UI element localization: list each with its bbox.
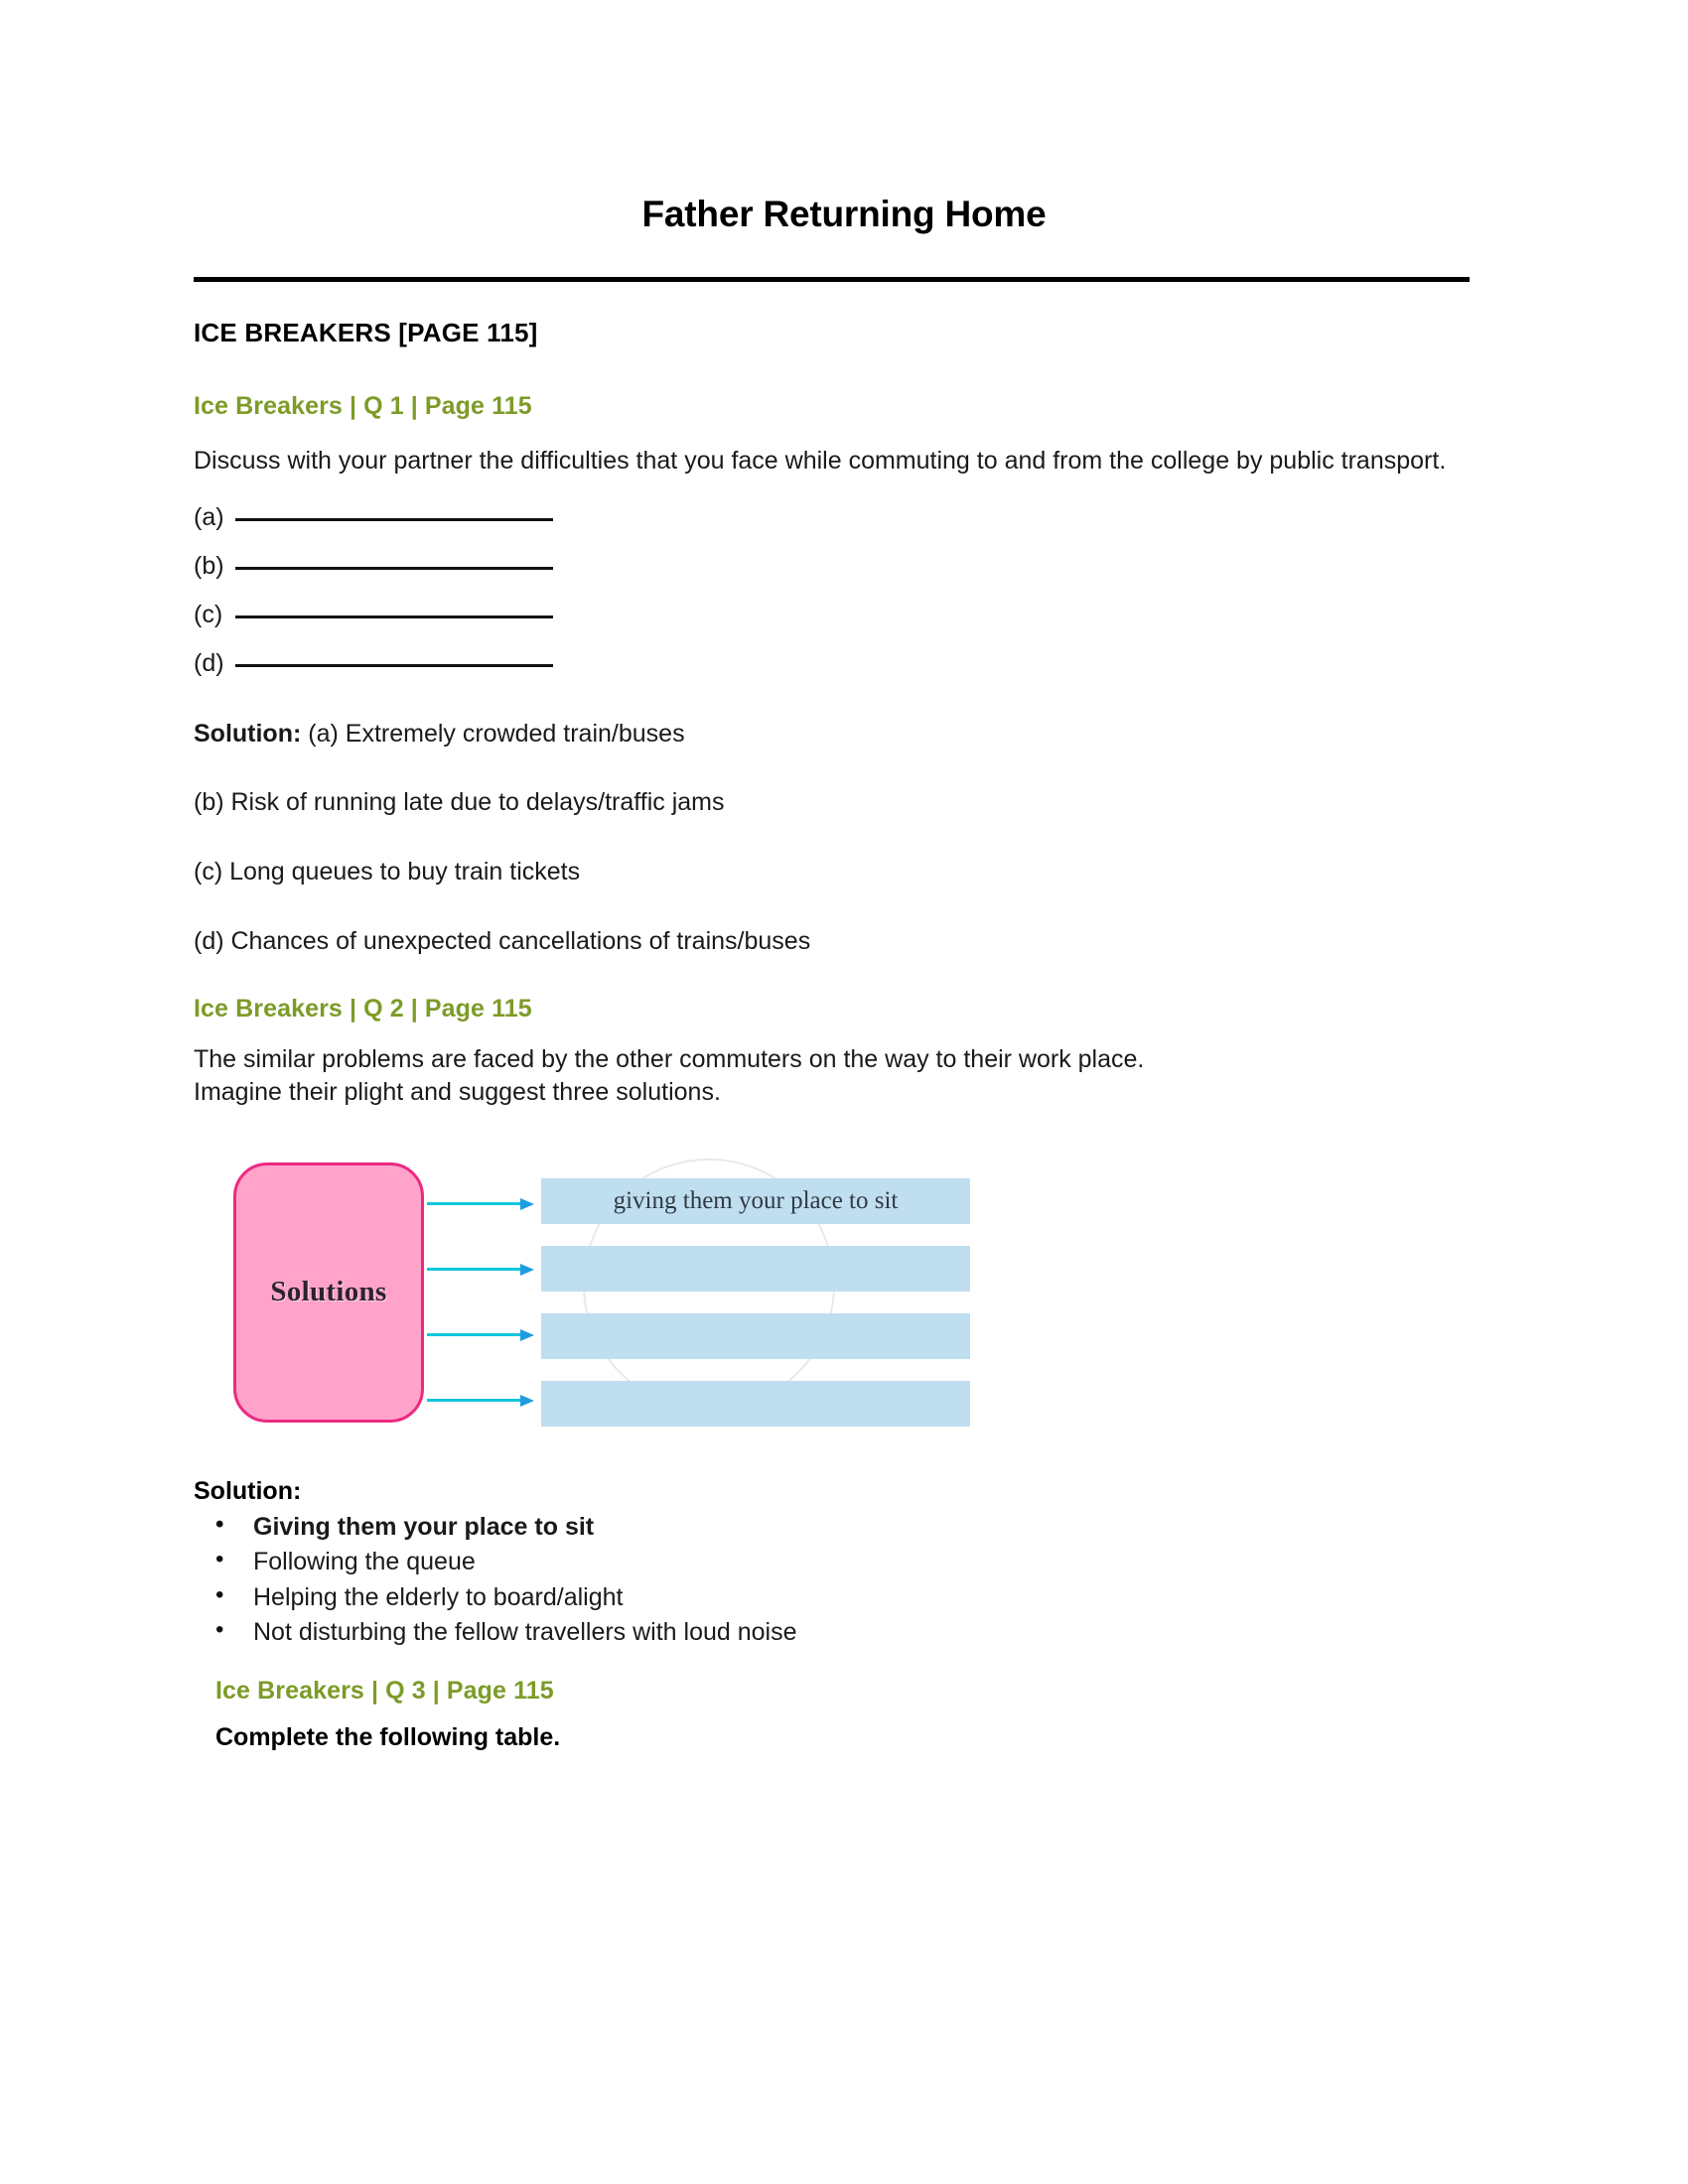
solution-block-1 [194,718,1470,959]
document-content [194,282,1470,1752]
blank-label: (a) [194,502,224,531]
blank-input-line[interactable] [235,517,553,521]
solution-bullet-list [194,1510,1470,1651]
solution-text: (a) Extremely crowded train/buses [308,719,685,748]
blank-label: (c) [194,600,223,628]
list-item: • Helping the elderly to board/alight [215,1580,1470,1616]
question-block-3 [215,1677,1470,1752]
blank-answer-list [194,503,1470,678]
question-heading-3: Ice Breakers | Q 3 | Page 115 [215,1676,554,1705]
question-text-3: Complete the following table. [215,1722,561,1751]
blank-label: (b) [194,551,224,580]
solutions-box [233,1162,424,1423]
diagram-bar[interactable] [541,1313,970,1359]
question-heading-2: Ice Breakers | Q 2 | Page 115 [194,994,532,1023]
blank-row[interactable] [194,601,1470,629]
solution-label-2: Solution: [194,1476,302,1505]
diagram-arrow [427,1395,534,1405]
question-block-2 [194,995,1470,1651]
solution-label: Solution: [194,719,302,748]
diagram-bar[interactable] [541,1246,970,1292]
question-block-1 [194,392,1470,959]
solutions-box-label: Solutions [270,1276,387,1307]
diagram-arrow [427,1264,534,1274]
question-text-2-line1: The similar problems are faced by the other commuters on the way to their work place. [194,1044,1145,1073]
diagram-bar[interactable] [541,1178,970,1224]
solutions-diagram [213,1151,1067,1433]
blank-row[interactable] [194,552,1470,581]
question-heading-1: Ice Breakers | Q 1 | Page 115 [194,392,532,420]
blank-row[interactable] [194,503,1470,532]
blank-label: (d) [194,648,224,677]
diagram-arrow [427,1329,534,1339]
question-text-2-line2: Imagine their plight and suggest three solutions. [194,1077,721,1106]
solution-line: (c) Long queues to buy train tickets [194,858,581,886]
solution-line [194,718,1470,751]
list-item: • Giving them your place to sit [215,1510,1470,1546]
question-text-1: Discuss with your partner the difficulties that you face while commuting to and from the college by public transport. [194,447,1447,475]
solution-line: (d) Chances of unexpected cancellations of trains/buses [194,926,811,955]
diagram-bar[interactable] [541,1381,970,1427]
diagram-bar-label: giving them your place to sit [613,1186,899,1214]
blank-input-line[interactable] [235,663,553,667]
blank-input-line[interactable] [235,614,553,618]
list-item: • Following the queue [215,1545,1470,1580]
diagram-arrow [427,1198,534,1208]
solution-line: (b) Risk of running late due to delays/traffic jams [194,788,725,817]
list-item: • Not disturbing the fellow travellers with loud noise [215,1615,1470,1651]
blank-row[interactable] [194,649,1470,678]
blank-input-line[interactable] [235,566,553,570]
page-title: Father Returning Home [641,194,1047,234]
section-header: ICE BREAKERS [PAGE 115] [194,318,538,347]
